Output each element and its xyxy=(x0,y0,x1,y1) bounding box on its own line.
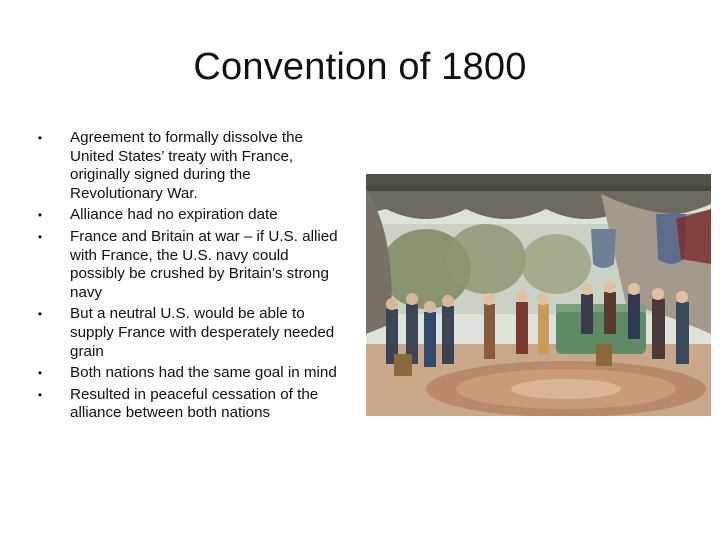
bullet-item xyxy=(34,228,346,302)
bullet-text: But a neutral U.S. would be able to supply France with desperately needed grain xyxy=(70,305,335,360)
bullet-item xyxy=(34,364,346,383)
bullet-item xyxy=(34,206,346,225)
bullet-text: Resulted in peaceful cessation of the alliance between both nations xyxy=(70,385,319,422)
slide-title: Convention of 1800 xyxy=(193,46,527,88)
bullet-item xyxy=(34,305,346,361)
bullet-icon: • xyxy=(37,208,43,223)
bullet-text: Both nations had the same goal in mind xyxy=(70,364,337,382)
bullet-item xyxy=(34,129,346,203)
bullet-text: Agreement to formally dissolve the United States’ treaty with France, originally signed during the Revolutionary War. xyxy=(70,129,303,202)
bullet-icon: • xyxy=(37,387,43,402)
painting-treaty-signing-illustration xyxy=(366,174,711,416)
bullet-icon: • xyxy=(37,366,43,381)
bullet-icon: • xyxy=(37,307,43,322)
bullet-text: Alliance had no expiration date xyxy=(70,206,278,224)
bullet-item xyxy=(34,386,346,423)
bullet-icon: • xyxy=(37,131,43,145)
bullet-icon: • xyxy=(37,229,43,244)
treaty-signing-painting xyxy=(366,174,711,416)
bullet-list xyxy=(34,129,346,426)
bullet-text: France and Britain at war – if U.S. allied with France, the U.S. navy could possibly be crushed by Britain’s strong navy xyxy=(70,227,338,301)
